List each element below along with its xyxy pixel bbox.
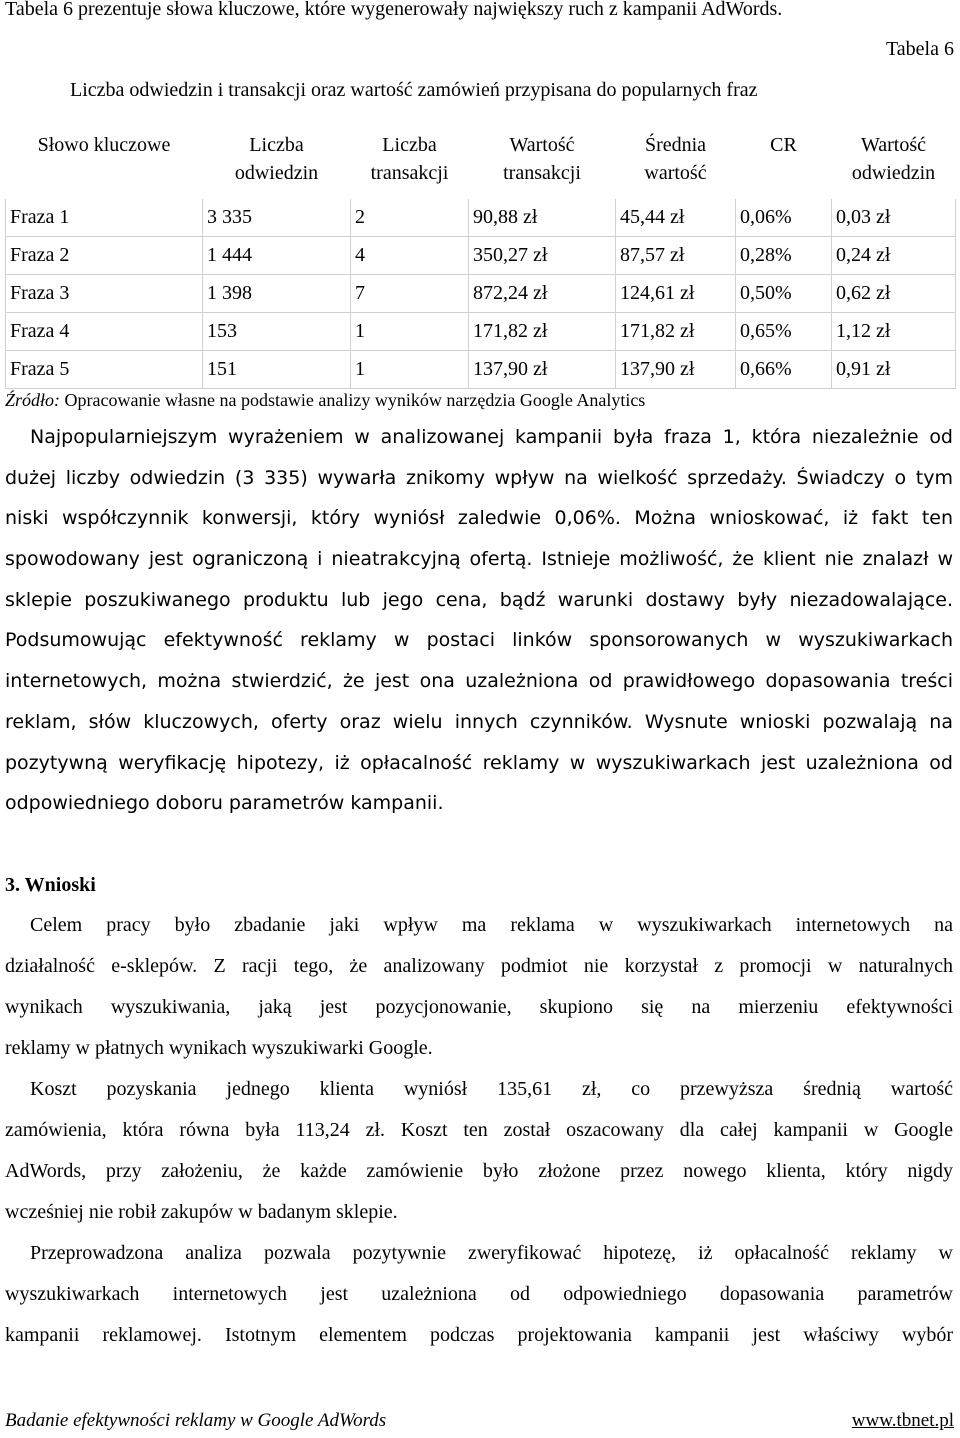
header-cell: Liczba xyxy=(351,117,469,158)
header-cell xyxy=(6,158,203,199)
header-cell: odwiedzin xyxy=(203,158,351,199)
table-cell: 0,03 zł xyxy=(832,199,956,237)
table-cell: 1 xyxy=(351,313,469,351)
intro-text: Tabela 6 prezentuje słowa kluczowe, które wygenerowały największy ruch z kampanii AdWords. xyxy=(5,0,783,20)
table-cell: 1,12 zł xyxy=(832,313,956,351)
footer-link[interactable]: www.tbnet.pl xyxy=(851,1410,954,1431)
table-cell: 0,24 zł xyxy=(832,237,956,275)
para1-line: dużej liczby odwiedzin (3 335) wywarła znikomy wpływ na wielkość sprzedaży. Świadczy o tym xyxy=(5,467,953,489)
header-cell: transakcji xyxy=(469,158,616,199)
table-cell: 0,28% xyxy=(736,237,832,275)
para3-line: wcześniej nie robił zakupów w badanym sklepie. xyxy=(5,1201,398,1223)
para1-line: niski współczynnik konwersji, który wyniósł zaledwie 0,06%. Można wnioskować, iż fakt ten xyxy=(5,507,953,529)
table-cell: 872,24 zł xyxy=(469,275,616,313)
table-cell: Fraza 3 xyxy=(6,275,203,313)
para3-line: Koszt pozyskania jednego klienta wyniósł 135,61 zł, co przewyższa średnią wartość xyxy=(30,1078,953,1100)
table-source xyxy=(5,390,645,411)
header-cell: transakcji xyxy=(351,158,469,199)
header-cell: Słowo kluczowe xyxy=(6,117,203,158)
table-caption: Liczba odwiedzin i transakcji oraz wartość zamówień przypisana do popularnych fraz xyxy=(70,79,758,101)
table-cell: Fraza 1 xyxy=(6,199,203,237)
table-cell: 1 398 xyxy=(203,275,351,313)
table-header-row-bottom xyxy=(6,158,956,199)
section-heading: 3. Wnioski xyxy=(5,874,96,896)
table-cell: Fraza 4 xyxy=(6,313,203,351)
para1-line: sklepie poszukiwanego produktu lub jego cena, bądź warunki dostawy były niezadowalające. xyxy=(5,589,953,611)
table-cell: 124,61 zł xyxy=(616,275,736,313)
table-cell: 171,82 zł xyxy=(469,313,616,351)
para3-line: zamówienia, która równa była 113,24 zł. Koszt ten został oszacowany dla całej kampanii w Google xyxy=(5,1119,953,1141)
table-cell: 0,91 zł xyxy=(832,351,956,389)
table-cell: 87,57 zł xyxy=(616,237,736,275)
table-row xyxy=(6,199,956,237)
table-header-row-top xyxy=(6,117,956,158)
para2-line: reklamy w płatnych wynikach wyszukiwarki Google. xyxy=(5,1037,433,1059)
keywords-table xyxy=(5,116,956,389)
para3-line: AdWords, przy założeniu, że każde zamówienie było złożone przez nowego klienta, który nigdy xyxy=(5,1160,953,1182)
para2-line: działalność e-sklepów. Z racji tego, że analizowany podmiot nie korzystał z promocji w naturalnych xyxy=(5,955,953,977)
table-row xyxy=(6,275,956,313)
table-cell: Fraza 5 xyxy=(6,351,203,389)
table-cell: 151 xyxy=(203,351,351,389)
table-cell: 45,44 zł xyxy=(616,199,736,237)
para1-line: Podsumowując efektywność reklamy w postaci linków sponsorowanych w wyszukiwarkach xyxy=(5,629,953,651)
table-cell: 1 444 xyxy=(203,237,351,275)
para2-line: Celem pracy było zbadanie jaki wpływ ma reklama w wyszukiwarkach internetowych na xyxy=(30,914,953,936)
table-row xyxy=(6,237,956,275)
table-cell: 7 xyxy=(351,275,469,313)
table-row xyxy=(6,313,956,351)
source-text: Opracowanie własne na podstawie analizy wyników narzędzia Google Analytics xyxy=(60,390,646,410)
para1-line: pozytywną weryfikację hipotezy, iż opłacalność reklamy w wyszukiwarkach jest uzależniona od xyxy=(5,752,953,774)
table-cell: 153 xyxy=(203,313,351,351)
para2-line: wynikach wyszukiwania, jaką jest pozycjonowanie, skupiono się na mierzeniu efektywności xyxy=(5,996,953,1018)
para1-line: Najpopularniejszym wyrażeniem w analizowanej kampanii była fraza 1, która niezależnie od xyxy=(30,426,953,448)
table-cell: 350,27 zł xyxy=(469,237,616,275)
table-cell: 2 xyxy=(351,199,469,237)
table-cell: 0,66% xyxy=(736,351,832,389)
para1-line: spowodowany jest ograniczoną i nieatrakcyjną ofertą. Istnieje możliwość, że klient nie znalazł w xyxy=(5,548,953,570)
header-cell: Liczba xyxy=(203,117,351,158)
source-label: Źródło: xyxy=(5,390,61,410)
table-cell: 0,65% xyxy=(736,313,832,351)
table-row xyxy=(6,351,956,389)
table-cell: 1 xyxy=(351,351,469,389)
para4-line: wyszukiwarkach internetowych jest uzależniona od odpowiedniego dopasowania parametrów xyxy=(5,1283,953,1305)
para4-line: Przeprowadzona analiza pozwala pozytywnie zweryfikować hipotezę, iż opłacalność reklamy w xyxy=(30,1242,953,1264)
table-cell: Fraza 2 xyxy=(6,237,203,275)
footer-title: Badanie efektywności reklamy w Google AdWords xyxy=(5,1410,387,1431)
header-cell: wartość xyxy=(616,158,736,199)
para4-line: kampanii reklamowej. Istotnym elementem podczas projektowania kampanii jest właściwy wybór xyxy=(5,1324,953,1346)
header-cell: Wartość xyxy=(469,117,616,158)
table-cell: 0,50% xyxy=(736,275,832,313)
table-cell: 90,88 zł xyxy=(469,199,616,237)
table-cell: 4 xyxy=(351,237,469,275)
para1-line: reklam, słów kluczowych, oferty oraz wielu innych czynników. Wysnute wnioski pozwalają na xyxy=(5,711,953,733)
header-cell: Wartość xyxy=(832,117,956,158)
table-cell: 0,62 zł xyxy=(832,275,956,313)
table-cell: 137,90 zł xyxy=(469,351,616,389)
para1-line: internetowych, można stwierdzić, że jest ona uzależniona od prawidłowego dopasowania treści xyxy=(5,670,953,692)
table-cell: 3 335 xyxy=(203,199,351,237)
table-cell: 171,82 zł xyxy=(616,313,736,351)
para1-line: odpowiedniego doboru parametrów kampanii. xyxy=(5,792,444,814)
table-cell: 0,06% xyxy=(736,199,832,237)
header-cell: Średnia xyxy=(616,117,736,158)
table-cell: 137,90 zł xyxy=(616,351,736,389)
header-cell: odwiedzin xyxy=(832,158,956,199)
header-cell: CR xyxy=(736,117,832,158)
table-label: Tabela 6 xyxy=(885,38,954,60)
header-cell xyxy=(736,158,832,199)
